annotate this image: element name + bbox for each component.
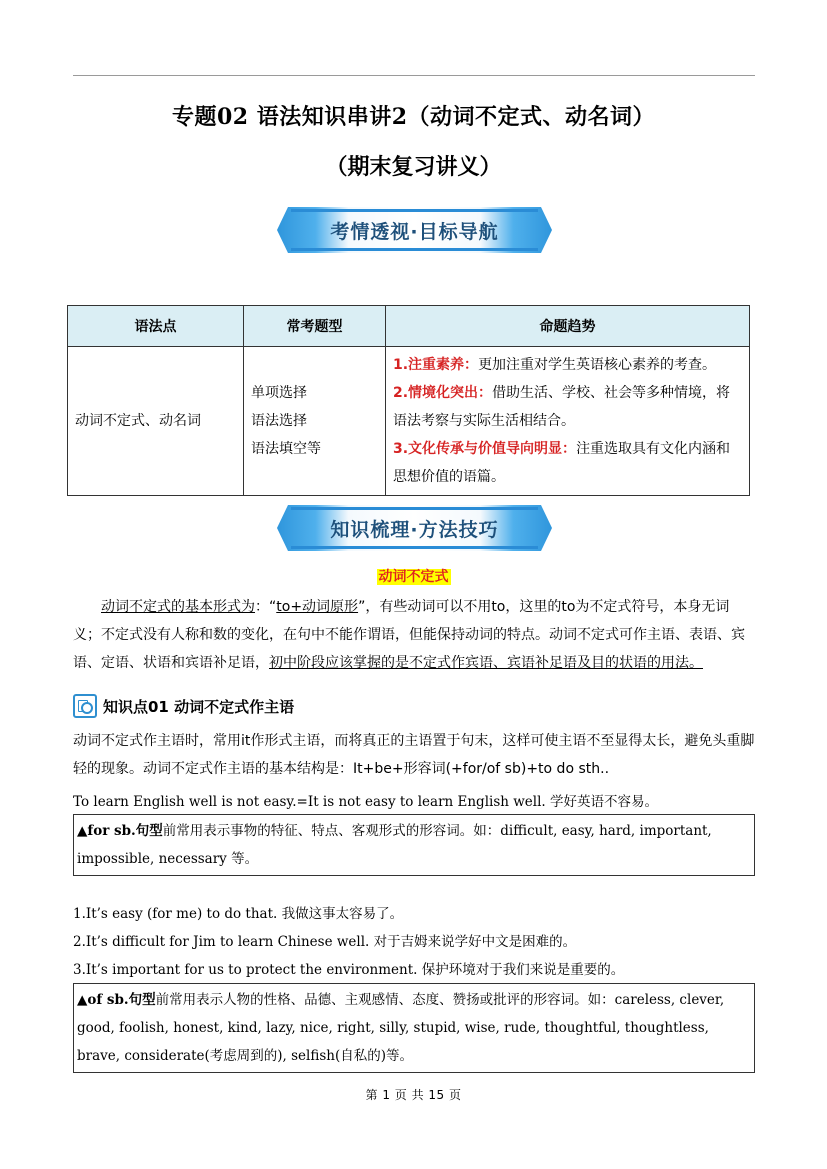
intro-paragraph: 动词不定式的基本形式为：“to+动词原形”，有些动词可以不用to，这里的to为不定式符号，本身无词义；不定式没有人称和数的变化，在句中不能作谓语，但能保持动词的特点。动词不定式可作主语、表语、宾语、定语、状语和宾语补足语，初中阶段应该掌握的是不定式作宾语、宾语补足语及目的状语的用法。 — [73, 599, 745, 671]
search-document-icon — [73, 694, 97, 718]
example-line: 3.It’s important for us to protect the environment. 保护环境对于我们来说是重要的。 — [73, 962, 625, 978]
header-grammar-point: 语法点 — [68, 306, 244, 347]
trend-item — [393, 379, 742, 435]
trend-item — [393, 351, 742, 379]
trends-cell — [386, 347, 750, 496]
trend-text: 更加注重对学生英语核心素养的考查。 — [478, 357, 717, 373]
example-sentence: To learn English well is not easy.=It is not easy to learn English well. 学好英语不容易。 — [73, 794, 659, 810]
header-trends: 命题趋势 — [386, 306, 750, 347]
example-line: 2.It’s difficult for Jim to learn Chinese well. 对于吉姆来说学好中文是困难的。 — [73, 934, 577, 950]
kp-description: 动词不定式作主语时，常用it作形式主语，而将真正的主语置于句末，这样可使主语不至显得太长，避免头重脚轻的现象。动词不定式作主语的基本结构是：It+be+形容词(+for/of sb)+to do sth.. — [73, 733, 755, 777]
question-type: 单项选择 — [251, 385, 307, 401]
note-label: ▲of sb.句型 — [77, 992, 156, 1008]
exam-overview-banner — [277, 207, 552, 253]
note-text: 前常用表示人物的性格、品德、主观感情、态度、赞扬或批评的形容词。如：careless, clever, good, foolish, honest, kind, lazy, nice, right, silly, stupid, wise, rude, thoughtful, thoughtless, brave, considerate(考虑周到的), selfish(自私的)等。 — [77, 992, 725, 1064]
knowledge-point-heading: 知识点01 动词不定式作主语 — [73, 694, 294, 718]
trend-text: 注重选取具有文化内涵和思想价值的语篇。 — [393, 441, 731, 485]
question-types-cell — [244, 347, 386, 496]
page-footer: 第 1 页 共 15 页 — [365, 1088, 462, 1102]
table-row — [68, 347, 750, 496]
of-sb-note-box — [73, 983, 755, 1073]
trend-label: 1.注重素养： — [393, 357, 479, 373]
note-text: 前常用表示事物的特征、特点、客观形式的形容词。如：difficult, easy, hard, important, impossible, necessary 等。 — [77, 823, 712, 867]
exam-trend-table — [67, 305, 750, 496]
section-title: 动词不定式 — [378, 569, 449, 585]
trend-label: 2.情境化突出： — [393, 385, 493, 401]
page-subtitle: （期末复习讲义） — [325, 154, 502, 180]
trend-text: 借助生活、学校、社会等多种情境，将语法考察与实际生活相结合。 — [393, 385, 731, 429]
page-title: 专题02 语法知识串讲2（动词不定式、动名词） — [171, 104, 656, 130]
question-type: 语法填空等 — [251, 441, 321, 457]
example-line: 1.It’s easy (for me) to do that. 我做这事太容易了。 — [73, 906, 404, 922]
question-type: 语法选择 — [251, 413, 307, 429]
header-rule — [73, 75, 755, 76]
header-question-types: 常考题型 — [244, 306, 386, 347]
for-sb-note-box — [73, 814, 755, 876]
trend-label: 3.文化传承与价值导向明显： — [393, 441, 577, 457]
banner-label: 知识梳理·方法技巧 — [330, 518, 499, 541]
banner-label: 考情透视·目标导航 — [330, 220, 499, 243]
grammar-point-cell: 动词不定式、动名词 — [68, 347, 244, 496]
knowledge-banner — [277, 505, 552, 551]
table-header-row — [68, 306, 750, 347]
trend-item — [393, 435, 742, 491]
note-label: ▲for sb.句型 — [77, 823, 163, 839]
